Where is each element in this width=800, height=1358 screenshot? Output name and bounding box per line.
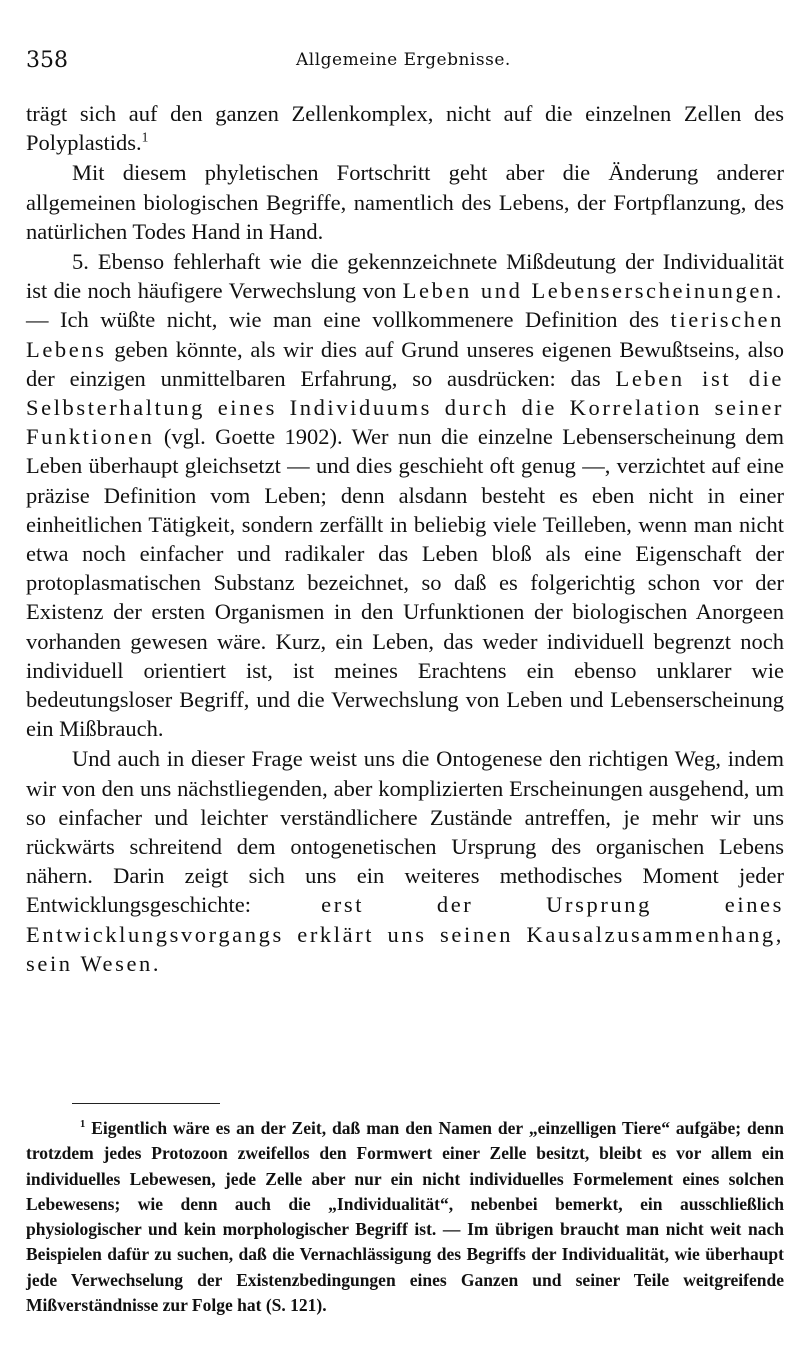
emphasis-leben-und-lebenserscheinungen: Leben und Lebenserscheinungen. (402, 278, 784, 304)
paragraph-1 (26, 99, 784, 157)
paragraph-3-text-a: 5. Ebenso fehlerhaft wie die gekennzeichnete Mißdeutung der Individualität ist die noch häufigere Verwechslung von (26, 249, 784, 304)
footnote-marker: 1 (80, 1119, 86, 1131)
footnote-divider (72, 1103, 220, 1104)
footnote-text: Eigentlich wäre es an der Zeit, daß man den Namen der „einzelligen Tiere“ aufgäbe; denn trotzdem jedes Protozoon zweifellos den Formwert einer Zelle besitzt, bleibt es vor allem ein individuelles Lebewesen, jede Zelle aber nur ein nicht individuelles Formelement eines solchen Lebewesens; wie denn auch die „Individualität“, nebenbei bemerkt, ein ausschließlich physiologischer und kein morphologischer Begriff ist. — Im übrigen braucht man nicht weit nach Beispielen dafür zu suchen, daß die Vernachlässigung des Begriffs der Individualität, wie überhaupt jede Verwechselung der Existenzbedingungen eines Ganzen und seiner Teile weitgreifende Mißverständnisse zur Folge hat (S. 121). (26, 1118, 784, 1316)
running-head: Allgemeine Ergebnisse. (296, 50, 511, 70)
page-header (26, 48, 776, 78)
page-number: 358 (26, 48, 68, 73)
paragraph-4-text: Und auch in dieser Frage weist uns die Ontogenese den richtigen Weg, indem wir von den uns nächstliegenden, aber komplizierten Erscheinungen ausgehend, um so einfacher und leichter verständlichere Zustände antreffen, je mehr wir uns rückwärts schreitend dem ontogenetischen Ursprung des organischen Lebens nähern. Darin zeigt sich uns ein weiteres methodisches Moment jeder Entwicklungsgeschichte: (26, 746, 784, 918)
paragraph-2: Mit diesem phyletischen Fortschritt geht aber die Änderung anderer allgemeinen biologischen Begriffe, namentlich des Lebens, der Fortpflanzung, des natürlichen Todes Hand in Hand. (26, 160, 784, 244)
paragraph-1-text: trägt sich auf den ganzen Zellenkomplex, nicht auf die einzelnen Zellen des Polyplastids. (26, 101, 784, 156)
main-text (26, 99, 784, 978)
emphasis-tierischen-lebens: tierischen Lebens (26, 307, 784, 362)
paragraph-3-text-c: geben könnte, als wir dies auf Grund unseres eigenen Bewußtseins, also der einzigen unmittelbaren Erfahrung, so ausdrücken: das (26, 336, 784, 391)
paragraph-3-text-d: (vgl. Goette 1902). Wer nun die einzelne Lebenserscheinung dem Leben überhaupt gleichsetzt — und dies geschieht oft genug —, verzichtet auf eine präzise Definition vom Leben; denn alsdann besteht es eben nicht in einer einheitlichen Tätigkeit, sondern zerfällt in beliebig viele Teilleben, wenn man nicht etwa noch einfacher und radikaler das Leben bloß als eine Eigenschaft der protoplasmatischen Substanz bezeichnet, so daß es folgerichtig schon vor der Existenz der ersten Organismen in den Urfunktionen der biologischen Anorgeen vorhanden gewesen wäre. Kurz, ein Leben, das weder individuell begrenzt noch individuell orientiert ist, ist meines Erachtens ein ebenso unklarer wie bedeutungsloser Begriff, und die Verwechslung von Leben und Lebenserscheinung ein Mißbrauch. (26, 424, 784, 742)
footnote-reference: 1 (141, 129, 149, 145)
paragraph-3-text-b: — Ich wüßte nicht, wie man eine vollkommenere Definition des (26, 307, 671, 333)
paragraph-3 (26, 247, 784, 743)
paragraph-4 (26, 744, 784, 978)
emphasis-definition-leben: Leben ist die Selbsterhaltung eines Individuums durch die Korrelation seiner Funktionen (26, 365, 784, 450)
footnote (26, 1116, 784, 1318)
emphasis-ursprung: erst der Ursprung eines Entwicklungsvorgangs erklärt uns seinen Kausalzusammenhang, sein Wesen. (26, 892, 784, 976)
